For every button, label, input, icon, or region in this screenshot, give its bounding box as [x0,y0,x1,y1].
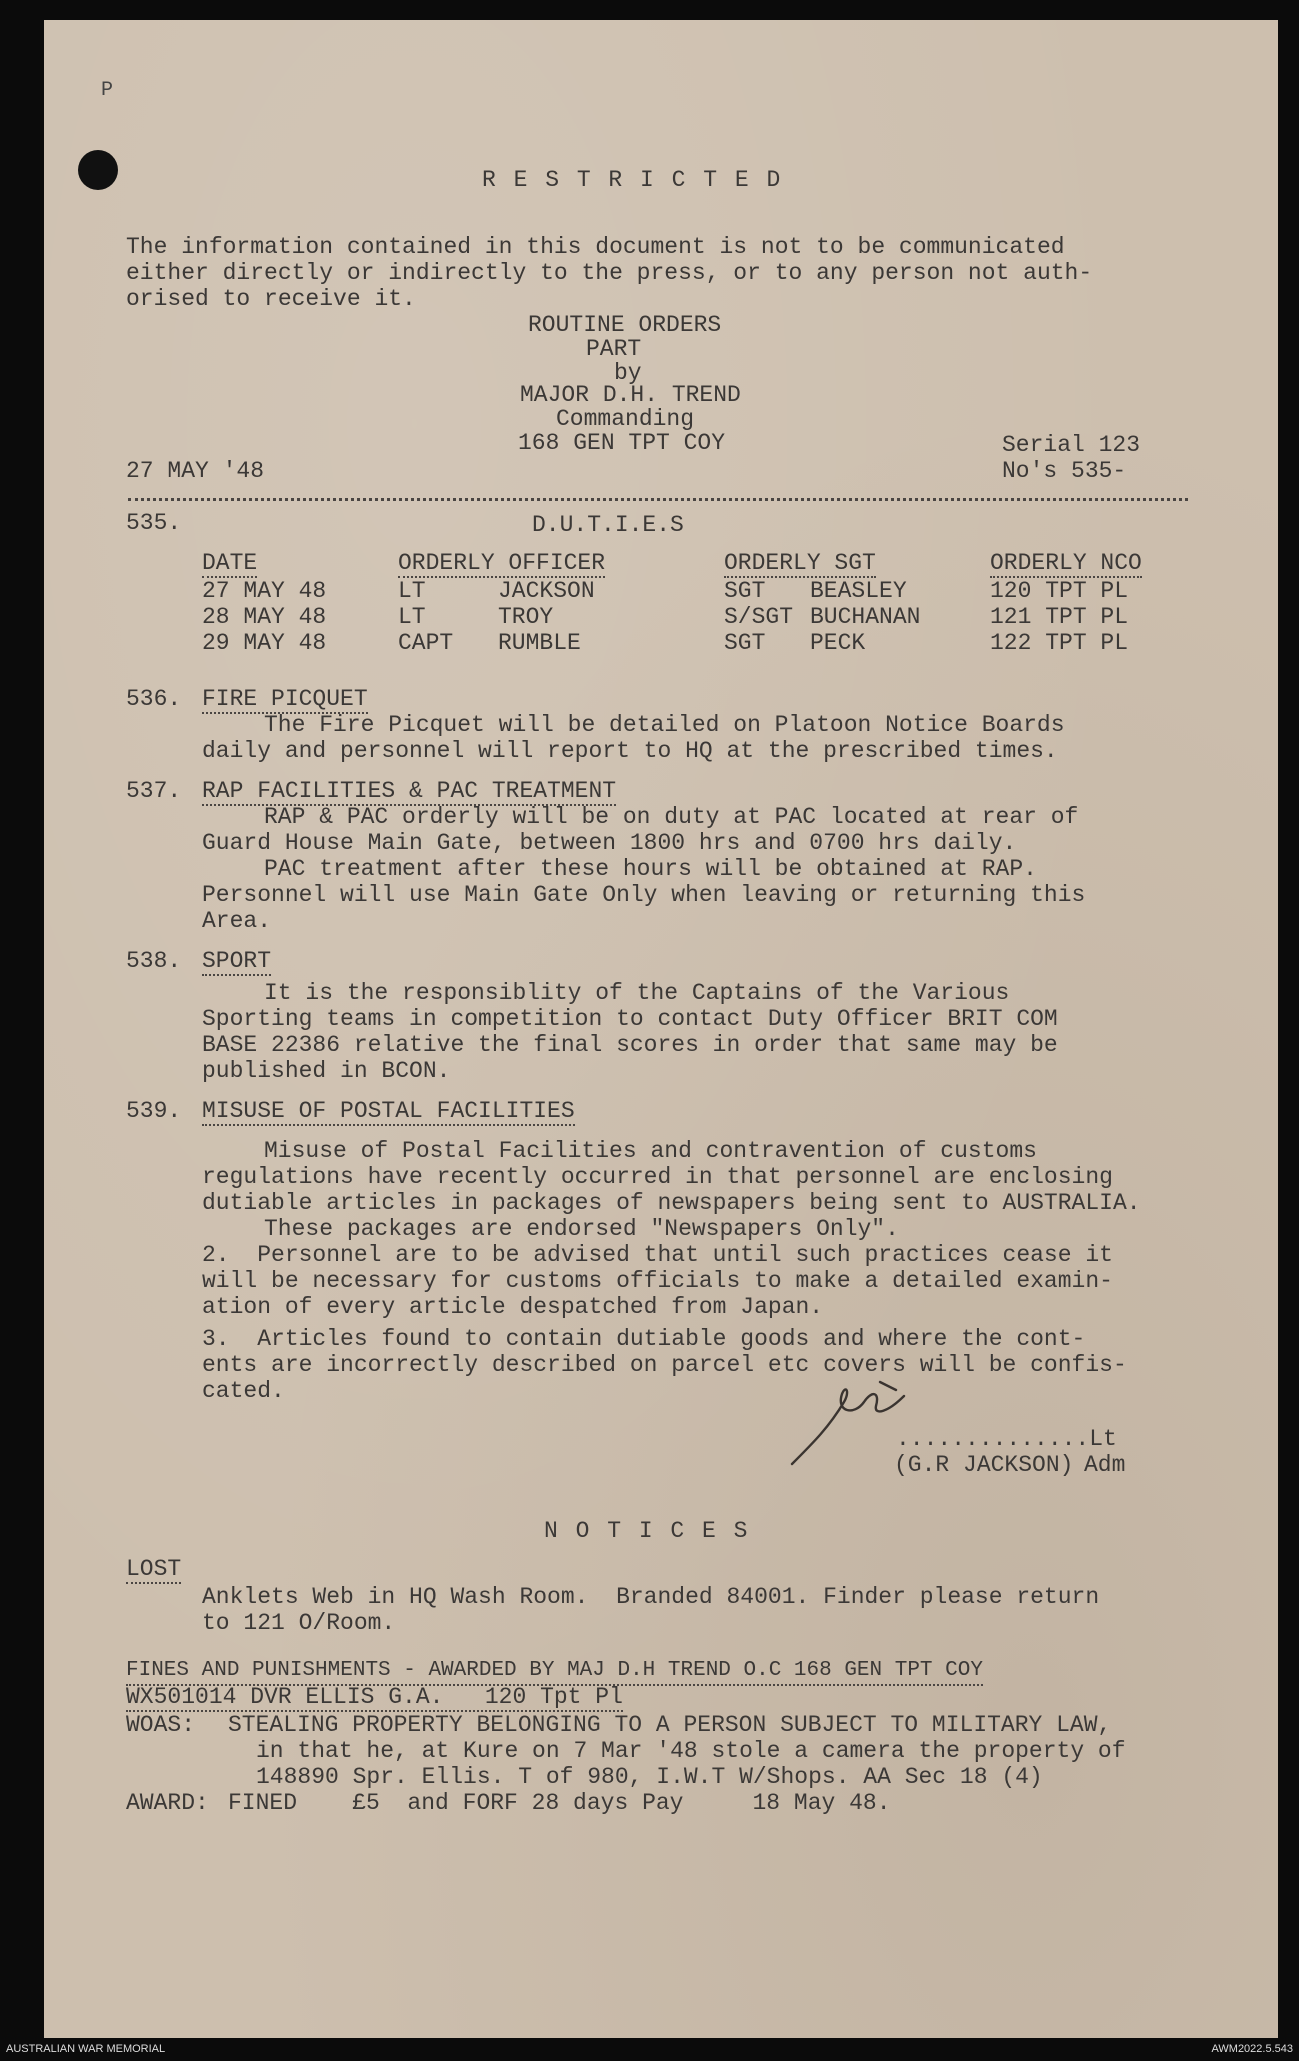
section-title: FIRE PICQUET [202,686,368,712]
soldier-line: WX501014 DVR ELLIS G.A. 120 Tpt Pl [126,1684,623,1710]
duties-title: D.U.T.I.E.S [532,512,684,538]
col-header-officer: ORDERLY OFFICER [398,550,606,576]
restricted-heading: R E S T R I C T E D [482,167,783,193]
col-header-nco: ORDERLY NCO [990,550,1142,576]
section-title: RAP FACILITIES & PAC TREATMENT [202,778,617,804]
notices-heading: N O T I C E S [544,1518,750,1544]
document-page: P R E S T R I C T E D The information contained in this document is not to be communicated either directly or indirectly to the press, or to any person not auth- orised to receive it. ROUTINE ORDERS PART by MAJOR D.H. TREND Commanding 168 GEN TPT COY Serial 123 No's 535- 27 MAY '48 535. D.U.T.I.E.S DATE ORDERLY OFFICER ORDERLY SGT ORDERLY NCO 27 MAY 48 LT JACKSON SGT BEASLEY 120 TPT PL 28 MAY 48 LT TROY S/SGT BUCHANAN 121 TPT PL 29 MAY 48 CAPT RUMBLE SGT PECK 122 TPT PL 536. FIRE PICQUET The Fire Picquet will be detailed on Platoon Notice Boards daily and personnel will report to HQ at the prescribed times. 537. RAP FACILITIES & PAC TREATMENT RAP & PAC orderly will be on duty at PAC located at rear of Guard House Main Gate, between 1800 hrs and 0700 hrs daily. PAC treatment after these hours will be obtained at RAP. Personnel will use Main Gate Only when leaving or returning this Area. 538. SPORT It is the responsiblity of the Captains of the Various Sporting teams in competition to contact Duty Officer BRIT COM BASE 22386 relative the final scores in order that same may be published in BCON. 539. MISUSE OF POSTAL FACILITIES Misuse of Postal Facilities and contravention of customs regulations have recently occurred in that personnel are enclosing dutiable articles in packages of newspapers being sent to AUSTRALIA. These packages are endorsed "Newspapers Only". 2. Personnel are to be advised that until such practices cease it will be necessary for customs officials to make a detailed examin- ation of every article despatched from Japan. 3. Articles found to contain dutiable goods and where the cont- ents are incorrectly described on parcel etc covers will be confis- cated. ..............Lt (G.R JACKSON) Adm N O T I C E S LOST Anklets Web in HQ Wash Room. Branded 84001. Finder please return to 121 O/Room. FINES AND PUNISHMENTS - AWARDED BY MAJ D.H TREND O.C 168 GEN TPT COY WX501014 DVR ELLIS G.A. 120 Tpt Pl WOAS: STEALING PROPERTY BELONGING TO A PERSON SUBJECT TO MILITARY LAW, in that he, at Kure on 7 Mar '48 stole a camera the property of 148890 Spr. Ellis. T of 980, I.W.T W/Shops. AA Sec 18 (4) AWARD: FINED £5 and FORF 28 days Pay 18 May 48. [44,20,1278,2038]
footer-left: AUSTRALIAN WAR MEMORIAL [6,2043,166,2055]
page-mark: P [101,79,114,102]
footer-right: AWM2022.5.543 [1211,2043,1293,2055]
section-title: SPORT [202,948,272,974]
col-header-date: DATE [202,550,258,576]
dotted-separator [128,498,1188,501]
section-title: MISUSE OF POSTAL FACILITIES [202,1098,575,1124]
col-header-sgt: ORDERLY SGT [724,550,876,576]
document-date: 27 MAY '48 [126,458,265,484]
serial-number: Serial 123 [1002,432,1141,458]
fines-heading: FINES AND PUNISHMENTS - AWARDED BY MAJ D.H TREND O.C 168 GEN TPT COY [126,1658,983,1686]
signatory-name: (G.R JACKSON) [894,1452,1074,1478]
order-numbers: No's 535- [1002,458,1127,484]
signatory-role: Adm [1084,1452,1126,1478]
punch-hole [78,150,118,190]
